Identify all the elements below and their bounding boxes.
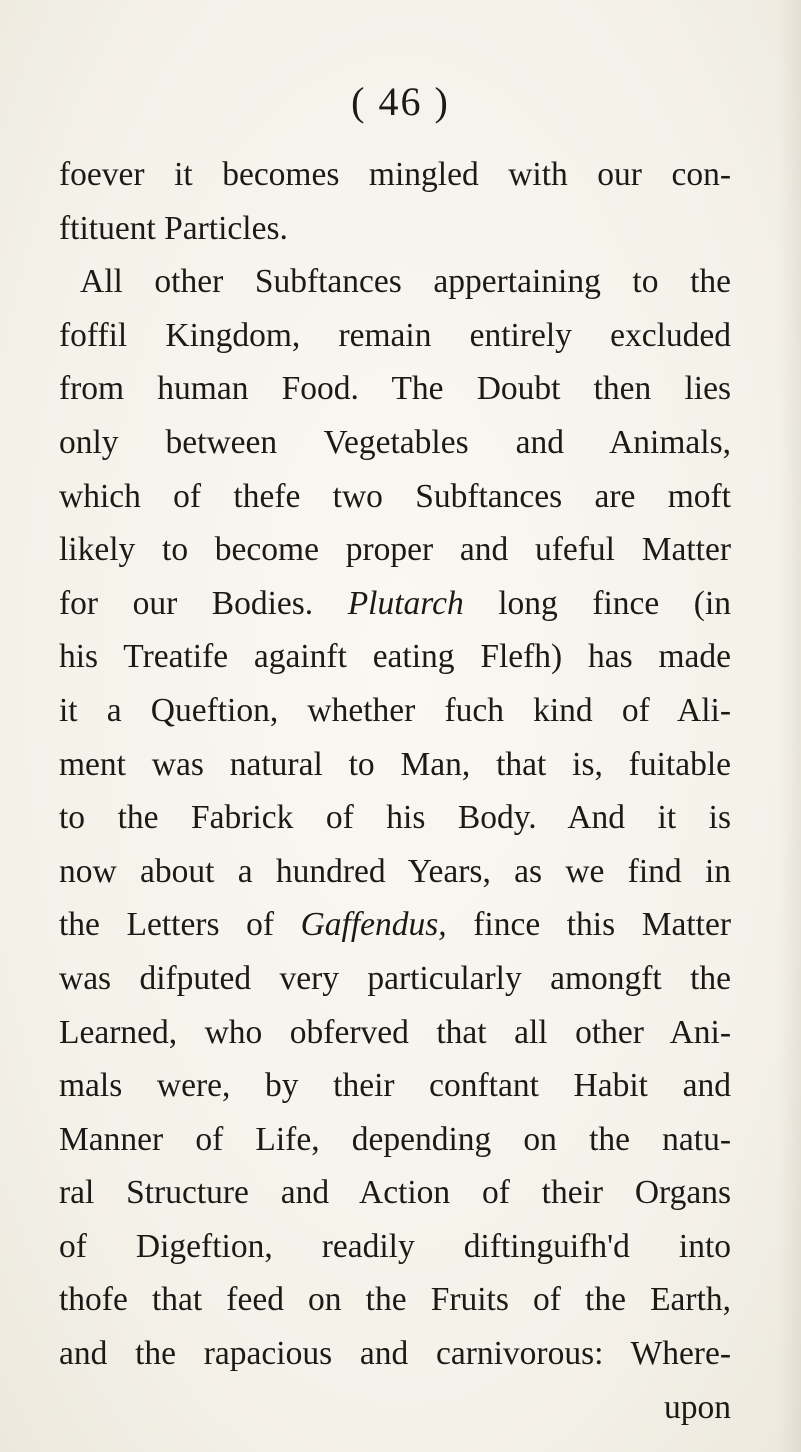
- body-text: [59, 148, 731, 1434]
- page-edge-shadow: [779, 0, 801, 1452]
- text-line: from human Food. The Doubt then lies: [59, 370, 731, 408]
- text-line: it a Queftion, whether fuch kind of Ali-: [59, 691, 731, 729]
- text-line: All other Subftances appertaining to the: [80, 263, 731, 301]
- text-fragment: long fince (in: [498, 584, 732, 622]
- text-line: was difputed very particularly amongft the: [59, 959, 731, 997]
- text-line-plutarch: [59, 577, 731, 631]
- italic-name-gassendus: Gaffendus,: [300, 906, 447, 944]
- text-line: mals were, by their conftant Habit and: [59, 1067, 731, 1105]
- italic-name-plutarch: Plutarch: [347, 584, 464, 622]
- text-line: ftituent Particles.: [59, 209, 288, 247]
- text-line-gassendus: [59, 898, 731, 952]
- text-fragment: fince this Matter: [473, 906, 732, 944]
- text-line: Learned, who obferved that all other Ani-: [59, 1013, 731, 1051]
- text-line: ment was natural to Man, that is, fuitable: [59, 745, 731, 783]
- text-fragment: for our Bodies.: [59, 584, 314, 622]
- text-line: now about a hundred Years, as we find in: [59, 852, 731, 890]
- text-line: foever it becomes mingled with our con-: [59, 156, 731, 193]
- text-line: to the Fabrick of his Body. And it is: [59, 799, 731, 837]
- text-line: which of thefe two Subftances are moft: [59, 477, 731, 515]
- text-line: Manner of Life, depending on the natu-: [59, 1120, 731, 1158]
- text-line: only between Vegetables and Animals,: [59, 423, 731, 461]
- text-line: likely to become proper and ufeful Matter: [59, 531, 731, 569]
- text-line: his Treatife againft eating Flefh) has made: [59, 638, 731, 676]
- page-number: ( 46 ): [351, 79, 450, 124]
- text-line: ral Structure and Action of their Organs: [59, 1174, 731, 1212]
- text-line: of Digeftion, readily diftinguifh'd into: [59, 1227, 731, 1265]
- text-line: and the rapacious and carnivorous: Where-: [59, 1335, 731, 1373]
- text-line: foffil Kingdom, remain entirely excluded: [59, 316, 731, 354]
- text-line: thofe that feed on the Fruits of the Earth,: [59, 1281, 731, 1319]
- catchword: upon: [664, 1388, 731, 1426]
- text-fragment: the Letters of: [59, 906, 274, 944]
